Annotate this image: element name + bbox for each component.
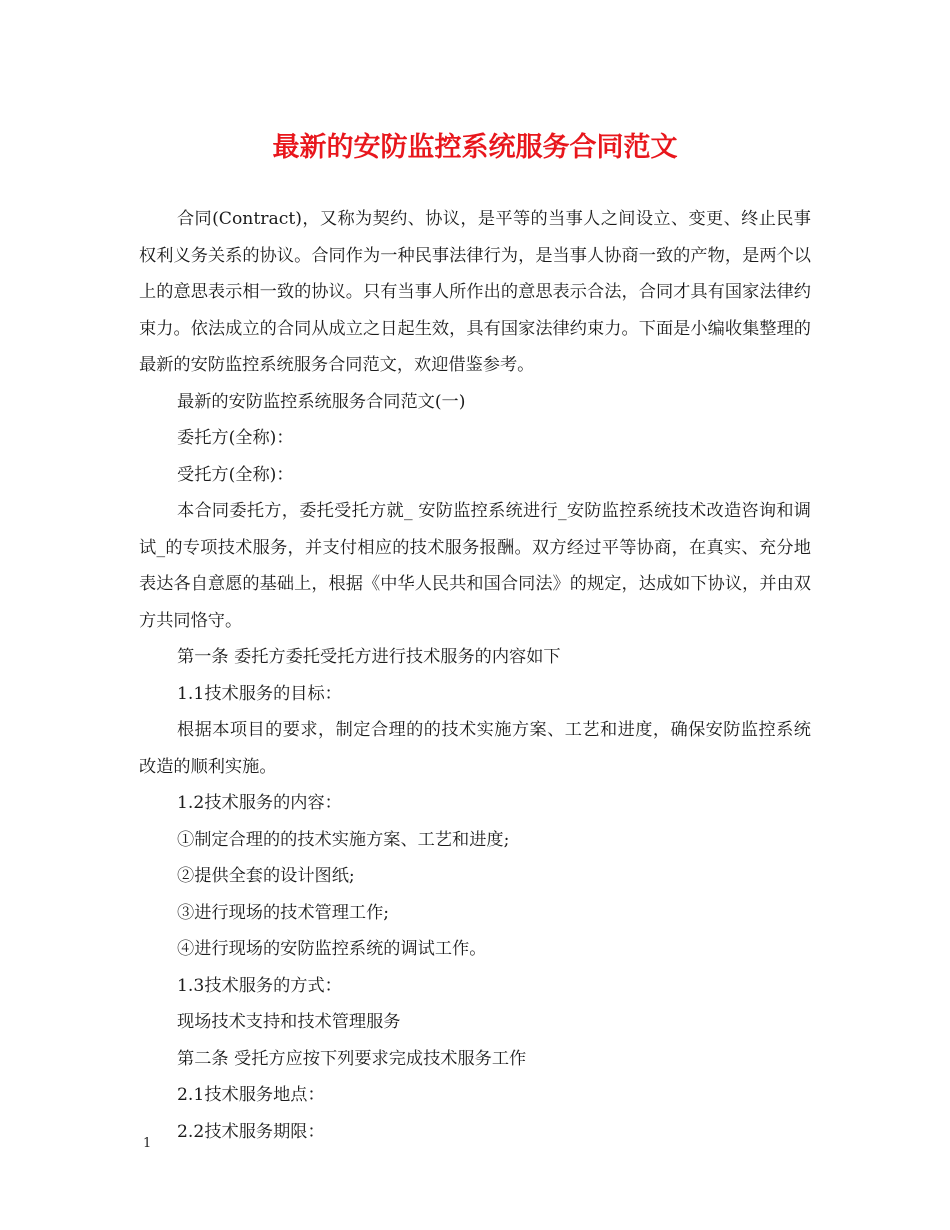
document-body [139,201,811,1150]
paragraph-article-1: 第一条 委托方委托受托方进行技术服务的内容如下 [177,647,561,667]
paragraph-2-2: 2.2技术服务期限： [177,1121,325,1142]
page-number: 1 [143,1136,152,1151]
paragraph-section-heading: 最新的安防监控系统服务合同范文(一) [177,391,466,412]
paragraph-client: 委托方(全称)： [177,428,294,448]
list-item-4: ④进行现场的安防监控系统的调试工作。 [177,939,487,959]
list-item-3: ③进行现场的技术管理工作; [177,902,390,923]
list-item-1: ①制定合理的的技术实施方案、工艺和进度; [177,829,510,850]
document-title: 最新的安防监控系统服务合同范文 [272,132,678,163]
paragraph-intro: 合同(Contract)，又称为契约、协议，是平等的当事人之间设立、变更、终止民事权利义务关系的协议。合同作为一种民事法律行为，是当事人协商一致的产物，是两个以上的意思表示相一致的协议。只有当事人所作出的意思表示合法，合同才具有国家法律约束力。依法成立的合同从成立之日起生效，具有国家法律约束力。下面是小编收集整理的最新的安防监控系统服务合同范文，欢迎借鉴参考。 [139,209,811,375]
paragraph-1-2: 1.2技术服务的内容： [177,793,342,813]
paragraph-agreement: 本合同委托方，委托受托方就_ 安防监控系统进行_安防监控系统技术改造咨询和调试_的专项技术服务，并支付相应的技术服务报酬。双方经过平等协商，在真实、充分地表达各自意愿的基础上，根据《中华人民共和国合同法》的规定，达成如下协议，并由双方共同恪守。 [139,501,811,631]
paragraph-contractor: 受托方(全称)： [177,464,294,485]
paragraph-2-1: 2.1技术服务地点： [177,1085,325,1105]
paragraph-1-3-content: 现场技术支持和技术管理服务 [177,1012,401,1032]
paragraph-article-2: 第二条 受托方应按下列要求完成技术服务工作 [177,1048,527,1069]
paragraph-1-3: 1.3技术服务的方式： [177,975,342,996]
paragraph-1-1-content: 根据本项目的要求，制定合理的的技术实施方案、工艺和进度，确保安防监控系统改造的顺利实施。 [139,720,811,777]
list-item-2: ②提供全套的设计图纸; [177,866,355,886]
paragraph-1-1: 1.1技术服务的目标： [177,683,342,704]
